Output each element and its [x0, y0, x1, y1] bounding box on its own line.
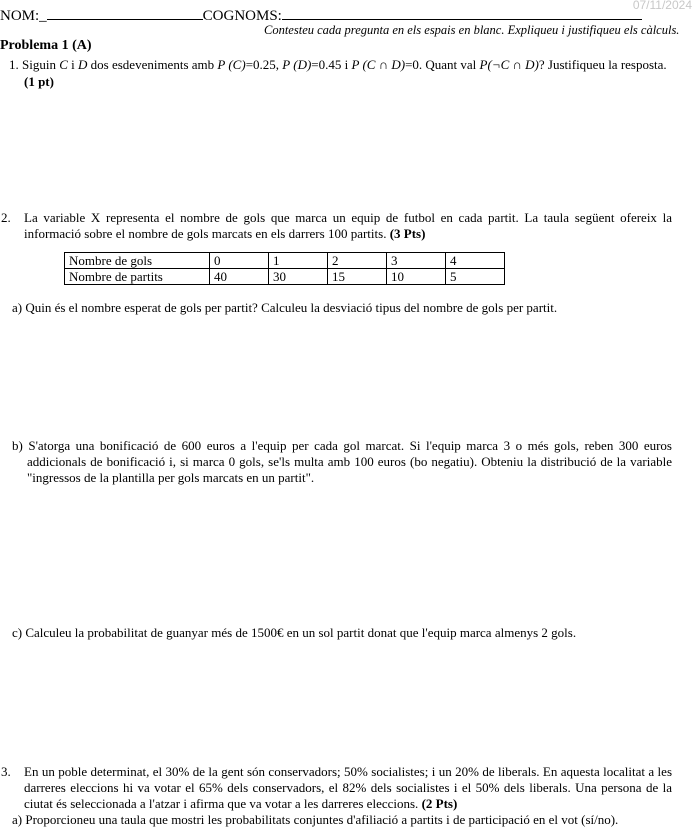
q2-part-c: c) Calculeu la probabilitat de guanyar més de 1500€ en un sol partit donat que l'equip marca almenys 2 gols.: [12, 625, 577, 640]
q1-expr: P(¬C ∩ D): [479, 57, 539, 72]
cognoms-blank-line: [282, 5, 642, 20]
q2-text: La variable X representa el nombre de gols que marca un equip de futbol en cada partit. La taula següent ofereix la informació sobre el nombre de gols marcats en els darrers 100 partits.: [24, 210, 672, 241]
table-cell: Nombre de gols: [65, 253, 210, 269]
table-cell: 40: [210, 269, 269, 285]
q2-part-b: [12, 438, 672, 486]
question-3: [24, 764, 672, 812]
q3-number: 3.: [1, 764, 11, 779]
q1-text: Siguin: [22, 57, 60, 72]
q3-points: (2 Pts): [421, 796, 458, 811]
table-cell: 5: [446, 269, 505, 285]
q1-text: =0.25,: [245, 57, 283, 72]
q1-expr: P (C ∩ D): [351, 57, 406, 72]
question-1: [9, 57, 667, 73]
goals-table: [64, 252, 505, 285]
q1-var-c: C: [59, 57, 68, 72]
q3-part-a: a) Proporcioneu una taula que mostri les probabilitats conjuntes d'afiliació a partits i de participació en el vot (sí/no).: [12, 812, 619, 827]
table-cell: 4: [446, 253, 505, 269]
q1-text: i: [67, 57, 79, 72]
table-cell: 0: [210, 253, 269, 269]
cognoms-label: COGNOMS:: [202, 8, 282, 24]
q1-expr: P (C): [217, 57, 246, 72]
table-row: [65, 269, 505, 285]
instructions: Contesteu cada pregunta en els espais en blanc. Expliqueu i justifiqueu els càlculs.: [264, 23, 680, 37]
q1-text: =0. Quant val: [405, 57, 480, 72]
nom-blank-line: [47, 5, 203, 20]
q2-part-a: a) Quin és el nombre esperat de gols per partit? Calculeu la desviació tipus del nombre de gols per partit.: [12, 300, 558, 315]
question-2: [24, 210, 672, 242]
q2-part-b-text: b) S'atorga una bonificació de 600 euros a l'equip per cada gol marcat. Si l'equip marca 3 o més gols, reben 300 euros addicionals de bonificació i, si marca 0 gols, se'ls multa amb 100 euros (bo negatiu). Obteniu la distribució de la variable "ingressos de la plantilla per gols marcats en un partit".: [12, 438, 672, 485]
table-cell: 3: [387, 253, 446, 269]
q1-text: ? Justifiqueu la resposta.: [538, 57, 667, 72]
q1-text: =0.45 i: [311, 57, 352, 72]
q1-number: 1.: [9, 57, 19, 72]
problem-title: Problema 1 (A): [0, 38, 92, 53]
q1-points: (1 pt): [24, 74, 54, 89]
q2-points: (3 Pts): [389, 226, 426, 241]
table-cell: 1: [269, 253, 328, 269]
nom-label: NOM:_: [0, 8, 47, 24]
table-cell: Nombre de partits: [65, 269, 210, 285]
date-stamp: 07/11/2024: [632, 0, 692, 12]
table-cell: 15: [328, 269, 387, 285]
table-cell: 2: [328, 253, 387, 269]
q1-text: dos esdeveniments amb: [87, 57, 218, 72]
table-row: [65, 253, 505, 269]
name-header: [0, 5, 642, 25]
q2-number: 2.: [1, 210, 11, 225]
q3-text: En un poble determinat, el 30% de la gent són conservadors; 50% socialistes; i un 20% de liberals. En aquesta localitat a les darreres eleccions hi va votar el 65% dels conservadors, el 82% dels socialistes i el 50% dels liberals. Una persona de la ciutat és seleccionada a l'atzar i afirma que va votar a les darreres eleccions.: [24, 764, 672, 811]
table-cell: 10: [387, 269, 446, 285]
table-cell: 30: [269, 269, 328, 285]
q1-expr: P (D): [282, 57, 312, 72]
q1-var-d: D: [78, 57, 88, 72]
